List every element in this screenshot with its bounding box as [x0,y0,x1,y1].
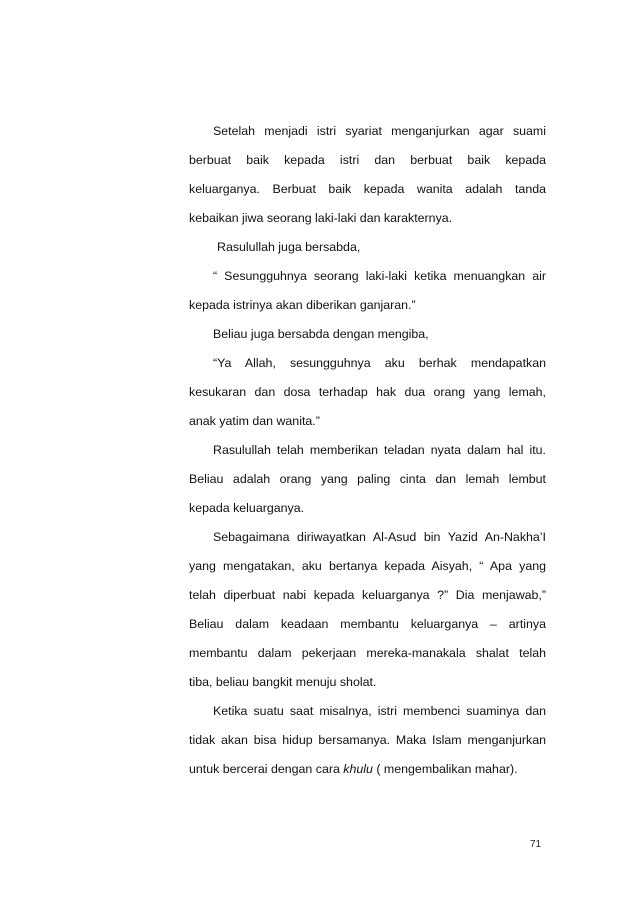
italic-term: khulu [343,762,373,776]
text-segment: ( mengembalikan mahar). [372,762,518,776]
text-line: kebaikan jiwa seorang laki-laki dan karakternya. [189,211,453,225]
text-line: Beliau adalah orang yang paling cinta dan lemah lembut [189,472,546,486]
text-line: tiba, beliau bangkit menuju sholat. [189,675,377,689]
text-line: tidak akan bisa hidup bersamanya. Maka Islam menganjurkan [189,733,546,747]
text-line: Beliau dalam keadaan membantu keluarganya – artinya [189,617,546,631]
text-line: “Ya Allah, sesungguhnya aku berhak mendapatkan [213,356,546,370]
text-line-last [189,761,546,777]
text-line: kepada keluarganya. [189,501,305,515]
text-line: Beliau juga bersabda dengan mengiba, [213,327,429,341]
text-line: Rasulullah juga bersabda, [217,240,361,254]
text-line: Setelah menjadi istri syariat menganjurkan agar suami [213,124,546,138]
text-segment: untuk bercerai dengan cara [189,762,344,776]
text-line: keluarganya. Berbuat baik kepada wanita adalah tanda [189,182,546,196]
text-line: Sebagaimana diriwayatkan Al-Asud bin Yazid An-Nakha’I [213,530,546,544]
text-line: Ketika suatu saat misalnya, istri membenci suaminya dan [213,704,546,718]
text-line: Rasulullah telah memberikan teladan nyata dalam hal itu. [213,443,546,457]
text-line: telah diperbuat nabi kepada keluarganya ?” Dia menjawab,” [189,588,546,602]
text-line: berbuat baik kepada istri dan berbuat baik kepada [189,153,546,167]
text-line: kepada istrinya akan diberikan ganjaran.” [189,298,416,312]
text-line: membantu dalam pekerjaan mereka-manakala shalat telah [189,646,546,660]
page-number: 71 [530,839,542,850]
text-line: yang mengatakan, aku bertanya kepada Aisyah, “ Apa yang [189,559,546,573]
text-line: kesukaran dan dosa terhadap hak dua orang yang lemah, [189,385,546,399]
text-line: anak yatim dan wanita.” [189,414,320,428]
text-line: “ Sesungguhnya seorang laki-laki ketika menuangkan air [213,269,546,283]
